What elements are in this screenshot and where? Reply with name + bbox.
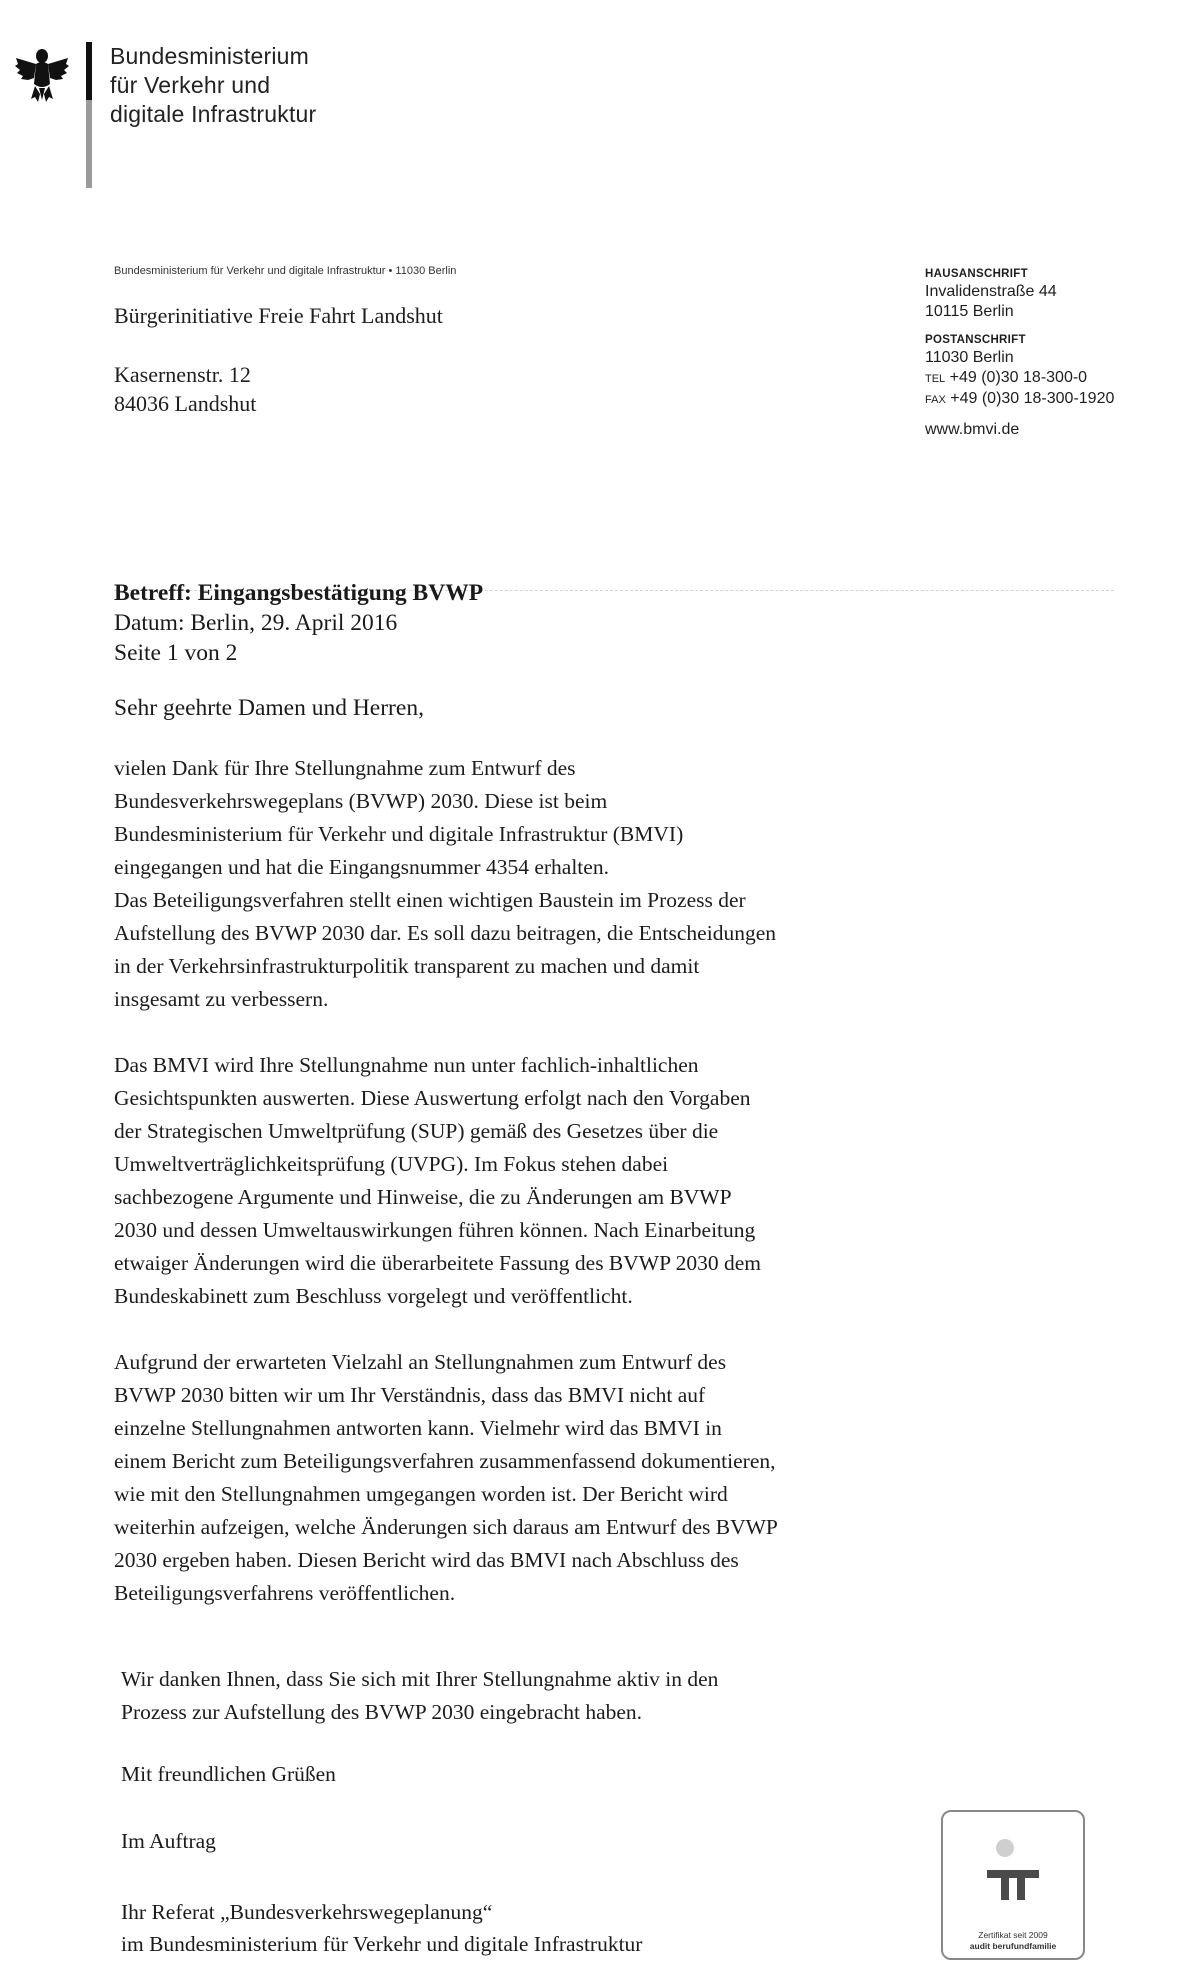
audit-certificate-badge: [941, 1810, 1085, 1960]
letterhead-bar: [86, 42, 92, 188]
text-line: in der Verkehrsinfrastrukturpolitik transparent zu machen und damit: [114, 954, 700, 978]
text-line: der Strategischen Umweltprüfung (SUP) gemäß des Gesetzes über die: [114, 1119, 719, 1143]
text-line: Wir danken Ihnen, dass Sie sich mit Ihrer Stellungnahme aktiv in den: [121, 1667, 719, 1691]
text-line: Das BMVI wird Ihre Stellungnahme nun unter fachlich-inhaltlichen: [114, 1053, 699, 1077]
ministry-name-line: für Verkehr und: [110, 72, 271, 98]
text-line: etwaiger Änderungen wird die überarbeitete Fassung des BVWP 2030 dem: [114, 1251, 762, 1275]
text-line: insgesamt zu verbessern.: [114, 987, 329, 1011]
text-line: Das Beteiligungsverfahren stellt einen wichtigen Baustein im Prozess der: [114, 888, 746, 912]
text-line: Umweltverträglichkeitsprüfung (UVPG). Im Fokus stehen dabei: [114, 1152, 669, 1176]
sender-return-line: Bundesministerium für Verkehr und digitale Infrastruktur • 11030 Berlin: [114, 265, 457, 277]
text-line: Bundeskabinett zum Beschluss vorgelegt und veröffentlicht.: [114, 1284, 633, 1308]
subject-line: Betreff: Eingangsbestätigung BVWP: [114, 580, 484, 606]
on-behalf-line: Im Auftrag: [121, 1829, 216, 1853]
body-paragraph: [114, 1049, 904, 1313]
recipient-street: Kasernenstr. 12: [114, 362, 251, 387]
text-line: 2030 ergeben haben. Diesen Bericht wird das BMVI nach Abschluss des: [114, 1548, 739, 1572]
website-link[interactable]: www.bmvi.de: [925, 421, 1020, 438]
fax-label: FAX: [925, 394, 946, 406]
closing-greeting: Mit freundlichen Grüßen: [121, 1762, 336, 1786]
signature-line: im Bundesministerium für Verkehr und digitale Infrastruktur: [121, 1932, 643, 1956]
date-line: Datum: Berlin, 29. April 2016: [114, 610, 398, 636]
recipient-city: 84036 Landshut: [114, 391, 257, 416]
text-line: Gesichtspunkten auswerten. Diese Auswertung erfolgt nach den Vorgaben: [114, 1086, 751, 1110]
family-audit-logo-icon: [973, 1826, 1053, 1922]
federal-eagle-icon: [14, 44, 70, 104]
text-line: BVWP 2030 bitten wir um Ihr Verständnis, dass das BMVI nicht auf: [114, 1383, 706, 1407]
text-line: Bundesministerium für Verkehr und digitale Infrastruktur (BMVI): [114, 822, 684, 846]
recipient-name: Bürgerinitiative Freie Fahrt Landshut: [114, 303, 443, 328]
text-line: vielen Dank für Ihre Stellungnahme zum Entwurf des: [114, 756, 576, 780]
signature-block: [121, 1896, 642, 1960]
fax-number: +49 (0)30 18-300-1920: [950, 390, 1115, 407]
postal-city: 11030 Berlin: [925, 349, 1014, 366]
text-line: Bundesverkehrswegeplans (BVWP) 2030. Diese ist beim: [114, 789, 608, 813]
text-line: Aufstellung des BVWP 2030 dar. Es soll dazu beitragen, die Entscheidungen: [114, 921, 776, 945]
body-paragraph: [114, 1346, 904, 1610]
text-line: wie mit den Stellungnahmen umgegangen worden ist. Der Bericht wird: [114, 1482, 728, 1506]
house-city: 10115 Berlin: [925, 303, 1014, 320]
text-line: Aufgrund der erwarteten Vielzahl an Stellungnahmen zum Entwurf des: [114, 1350, 727, 1374]
body-paragraph: [121, 1663, 911, 1729]
contact-block: [925, 266, 1114, 440]
phone-line: [925, 368, 1114, 389]
signature-line: Ihr Referat „Bundesverkehrswegeplanung“: [121, 1900, 493, 1924]
ministry-name-line: digitale Infrastruktur: [110, 101, 317, 127]
text-line: sachbezogene Argumente und Hinweise, die zu Änderungen am BVWP: [114, 1185, 732, 1209]
text-line: 2030 und dessen Umweltauswirkungen führen können. Nach Einarbeitung: [114, 1218, 756, 1242]
text-line: eingegangen und hat die Eingangsnummer 4354 erhalten.: [114, 855, 609, 879]
fax-line: [925, 389, 1114, 410]
house-address-label: HAUSANSCHRIFT: [925, 268, 1028, 280]
ministry-name-line: Bundesministerium: [110, 43, 309, 69]
letter-header: [114, 578, 483, 668]
text-line: Prozess zur Aufstellung des BVWP 2030 eingebracht haben.: [121, 1700, 643, 1724]
ministry-name: [110, 42, 316, 129]
text-line: einem Bericht zum Beteiligungsverfahren zusammenfassend dokumentieren,: [114, 1449, 776, 1473]
text-line: weiterhin aufzeigen, welche Änderungen sich daraus am Entwurf des BVWP: [114, 1515, 778, 1539]
certificate-audit-text: audit berufundfamilie: [969, 1941, 1057, 1951]
certificate-since-text: Zertifikat seit 2009: [978, 1930, 1048, 1940]
postal-address-label: POSTANSCHRIFT: [925, 334, 1026, 346]
recipient-address: [114, 301, 443, 418]
body-paragraph: [114, 752, 904, 1016]
text-line: einzelne Stellungnahmen antworten kann. Vielmehr wird das BMVI in: [114, 1416, 722, 1440]
salutation: Sehr geehrte Damen und Herren,: [114, 695, 424, 721]
page-number: Seite 1 von 2: [114, 640, 238, 666]
house-street: Invalidenstraße 44: [925, 283, 1057, 300]
text-line: Beteiligungsverfahrens veröffentlichen.: [114, 1581, 456, 1605]
phone-label: TEL: [925, 373, 946, 385]
phone-number: +49 (0)30 18-300-0: [949, 369, 1088, 386]
